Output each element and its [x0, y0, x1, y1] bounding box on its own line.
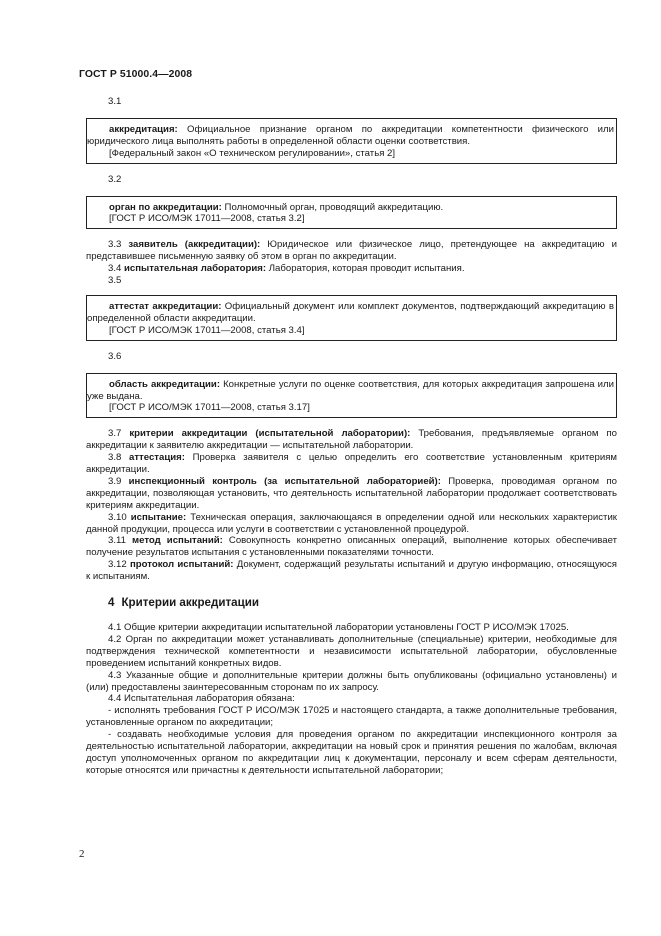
- clause-number: 3.7: [108, 428, 130, 440]
- clause-number: 3.5: [108, 275, 122, 287]
- clause-term: критерии аккредитации (испытательной лаборатории):: [129, 428, 411, 440]
- clause-number: 3.3: [108, 239, 129, 251]
- clause-paragraph: [86, 476, 617, 512]
- clause-body: Проверка, проводимая органом по аккредитации, позволяющая установить, что деятельность испытательной лаборатории продолжает соответствовать критериям аккредитации.: [86, 475, 617, 511]
- clause-body: Совокупность конкретно описанных операций, выполнение которых обеспечивает получение результатов испытания с установленными показателями точности.: [86, 535, 617, 559]
- definition-body: Конкретные услуги по оценке соответствия, для которых аккредитация запрошена или уже выдана.: [87, 378, 614, 402]
- definition-body: Официальное признание органом по аккредитации компетентности физического или юридического лица выполнять работы в определенной области оценки соответствия.: [87, 123, 614, 147]
- section-number: 4: [108, 596, 115, 610]
- clause-term: испытательная лаборатория:: [124, 263, 267, 275]
- definition-text: [87, 379, 614, 403]
- clause-number: 3.11: [108, 535, 133, 547]
- definition-reference: [ГОСТ Р ИСО/МЭК 17011—2008, статья 3.2]: [109, 213, 305, 225]
- clause-term: метод испытаний:: [132, 535, 223, 547]
- clause-number: 3.1: [108, 96, 122, 107]
- list-item: - создавать необходимые условия для проведения органом по аккредитации инспекционного контроля за деятельностью испытательной лаборатории, аккредитации на новый срок и принятия решения по жалобам, включая доступ уполномоченных органом по аккредитации лиц к документации, персоналу и всем сферам деятельности, которые относятся или причастны к деятельности испытательной лаборатории;: [86, 729, 617, 776]
- definition-term: орган по аккредитации:: [109, 201, 222, 213]
- clause-paragraph: [86, 263, 617, 275]
- definition-box: [86, 295, 617, 341]
- definition-body: Полномочный орган, проводящий аккредитацию.: [221, 201, 444, 213]
- page-number: 2: [79, 848, 85, 860]
- clause-body: Проверка заявителя с целью определить его соответствие установленным критериям аккредитации.: [86, 452, 617, 476]
- document-body: [86, 96, 617, 777]
- clause-body: Техническая операция, заключающаяся в определении одной или нескольких характеристик данной продукции, процесса или услуги в соответствии с установленной процедурой.: [86, 511, 617, 535]
- list-item: - исполнять требования ГОСТ Р ИСО/МЭК 17025 и настоящего стандарта, а также дополнительные требования, установленные органом по аккредитации;: [86, 705, 617, 729]
- clause-term: заявитель (аккредитации):: [128, 239, 261, 251]
- clause-paragraph: 4.4 Испытательная лаборатория обязана:: [108, 693, 295, 705]
- clause-term: инспекционный контроль (за испытательной лабораторией):: [128, 475, 441, 487]
- section-heading: [108, 597, 617, 609]
- definition-text: [87, 124, 614, 148]
- clause-term: аттестация:: [129, 452, 185, 464]
- clause-number: 3.10: [108, 511, 131, 523]
- clause-number: 3.6: [108, 350, 122, 362]
- clause-term: испытание:: [130, 511, 187, 523]
- definition-box: [86, 118, 617, 164]
- clause-paragraph: 4.2 Орган по аккредитации может устанавливать дополнительные (специальные) критерии, необходимые для подтверждения технической компетентности и независимости испытательной лаборатории, обусловленные проведением испытаний конкретных видов.: [86, 633, 617, 669]
- clause-body: Лаборатория, которая проводит испытания.: [266, 263, 465, 275]
- clause-number: 3.4: [108, 263, 125, 275]
- clause-paragraph: [86, 239, 617, 263]
- clause-number: 3.2: [108, 173, 122, 185]
- clause-number: 3.8: [108, 452, 130, 464]
- clause-body: Требования, предъявляемые органом по аккредитации к заявителю аккредитации — испытательной лаборатории.: [86, 428, 617, 452]
- definition-reference: [Федеральный закон «О техническом регулировании», статья 2]: [109, 147, 396, 159]
- definition-body: Официальный документ или комплект документов, подтверждающий аккредитацию в определенной области аккредитации.: [87, 300, 614, 324]
- definition-box: [86, 373, 617, 419]
- clause-body: Юридическое или физическое лицо, претендующее на аккредитацию и представившее письменную заявку об этом в орган по аккредитации.: [86, 239, 617, 263]
- section-title: Критерии аккредитации: [121, 596, 259, 610]
- clause-paragraph: 4.1 Общие критерии аккредитации испытательной лаборатории установлены ГОСТ Р ИСО/МЭК 17025.: [108, 622, 569, 633]
- definition-reference: [ГОСТ Р ИСО/МЭК 17011—2008, статья 3.4]: [109, 324, 305, 336]
- definition-term: аккредитация:: [109, 123, 178, 135]
- clause-body: Документ, содержащий результаты испытаний и другую информацию, относящуюся к испытаниям.: [86, 559, 617, 583]
- definition-reference: [ГОСТ Р ИСО/МЭК 17011—2008, статья 3.17]: [109, 402, 310, 414]
- clause-number: 3.9: [108, 475, 129, 487]
- clause-paragraph: [86, 535, 617, 559]
- clause-paragraph: [86, 559, 617, 583]
- definition-text: [87, 202, 614, 214]
- document-header: ГОСТ Р 51000.4—2008: [79, 69, 193, 80]
- clause-term: протокол испытаний:: [129, 559, 234, 571]
- clause-paragraph: [86, 452, 617, 476]
- clause-paragraph: 4.3 Указанные общие и дополнительные критерии должны быть опубликованы (официально установлены) и (или) предоставлены заинтересованным сторонам по их запросу.: [86, 669, 617, 693]
- definition-text: [87, 301, 614, 325]
- clause-number: 3.12: [108, 559, 130, 571]
- definition-term: область аккредитации:: [109, 378, 221, 390]
- definition-box: [86, 196, 617, 230]
- clause-paragraph: [86, 428, 617, 452]
- clause-paragraph: [86, 512, 617, 536]
- definition-term: аттестат аккредитации:: [109, 300, 222, 312]
